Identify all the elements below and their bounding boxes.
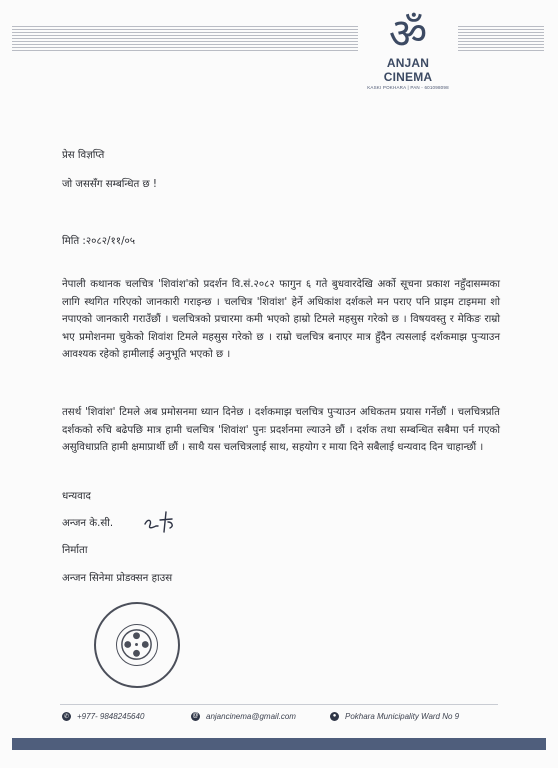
brand-name: ANJAN CINEMA <box>383 56 433 84</box>
paragraph-1: नेपाली कथानक चलचित्र 'शिवांश'को प्रदर्शन वि.सं.२०८२ फागुन ६ गते बुधवारदेखि अर्को सूचना प्रकाश नहुँदासम्मका लागि स्थगित गरिएको जानकारी गराइन्छ । चलचित्र 'शिवांश' हेर्ने अधिकांश दर्शकले मन पराए पनि प्राइम टाइममा शो नपाएको जानकारी गराउँछौं । चलचित्रको प्रचारमा कमी भएको हाम्रो टिमले महसुस गरेको छ । विषयवस्तु र मेकिङ राम्रो भए प्रमोशनमा चुकेको शिवांश टिमले महसुस गरेको छ । राम्रो चलचित्र बनाएर मात्र हुँदैन त्यसलाई दर्शकमाझ पुऱ्याउन आवश्यक रहेको हामीलाई अनुभूति भएको छ । <box>62 279 500 360</box>
footer-email-text: anjancinema@gmail.com <box>206 711 296 721</box>
brand-logo <box>362 9 454 90</box>
om-icon: ॐ <box>388 9 428 58</box>
footer-divider <box>60 704 498 705</box>
organization-stamp <box>94 602 180 688</box>
letter-salutation: जो जससँग सम्बन्धित छ ! <box>62 179 157 190</box>
footer-bar <box>12 738 546 750</box>
letter-heading: प्रेस विज्ञप्ति <box>62 150 105 161</box>
signatory-role: निर्माता <box>62 545 88 556</box>
footer-address <box>330 709 459 723</box>
letter-date: मिति :२०८२/११/०५ <box>62 236 136 247</box>
email-icon: @ <box>192 713 199 719</box>
handwritten-signature <box>142 510 178 534</box>
signatory-name: अन्जन के.सी. <box>62 518 114 529</box>
footer-email <box>191 709 296 723</box>
brand-tagline: KASKI POKHARA | PAN - 601098098 <box>367 85 449 90</box>
paragraph-2: तसर्थ 'शिवांश' टिमले अब प्रमोसनमा ध्यान दिनेछ । दर्शकमाझ चलचित्र पुऱ्याउन अधिकतम प्रयास गर्नेछौं । चलचित्रप्रति दर्शकको रुचि बढेपछि मात्र हामी चलचित्र 'शिवांश' पुनः प्रदर्शनमा ल्याउने छौं । दर्शक तथा सम्बन्धित सबैमा पर्न गएको असुविधाप्रति हामी क्षमाप्रार्थी छौं । साथै यस चलचित्रलाई साथ, सहयोग र माया दिने सबैलाई धन्यवाद दिन चाहान्छौं । <box>62 407 500 453</box>
film-reel-icon <box>116 624 158 666</box>
closing: धन्यवाद <box>62 491 91 502</box>
footer-phone <box>62 709 144 723</box>
header-stripes-left <box>12 26 358 52</box>
phone-icon: ✆ <box>63 713 70 720</box>
footer-phone-text: +977- 9848245640 <box>77 711 145 721</box>
footer-address-text: Pokhara Municipality Ward No 9 <box>345 711 460 721</box>
organization-name: अन्जन सिनेमा प्रोडक्सन हाउस <box>62 573 173 584</box>
header-stripes-right <box>458 26 544 52</box>
location-icon: ● <box>330 712 339 721</box>
